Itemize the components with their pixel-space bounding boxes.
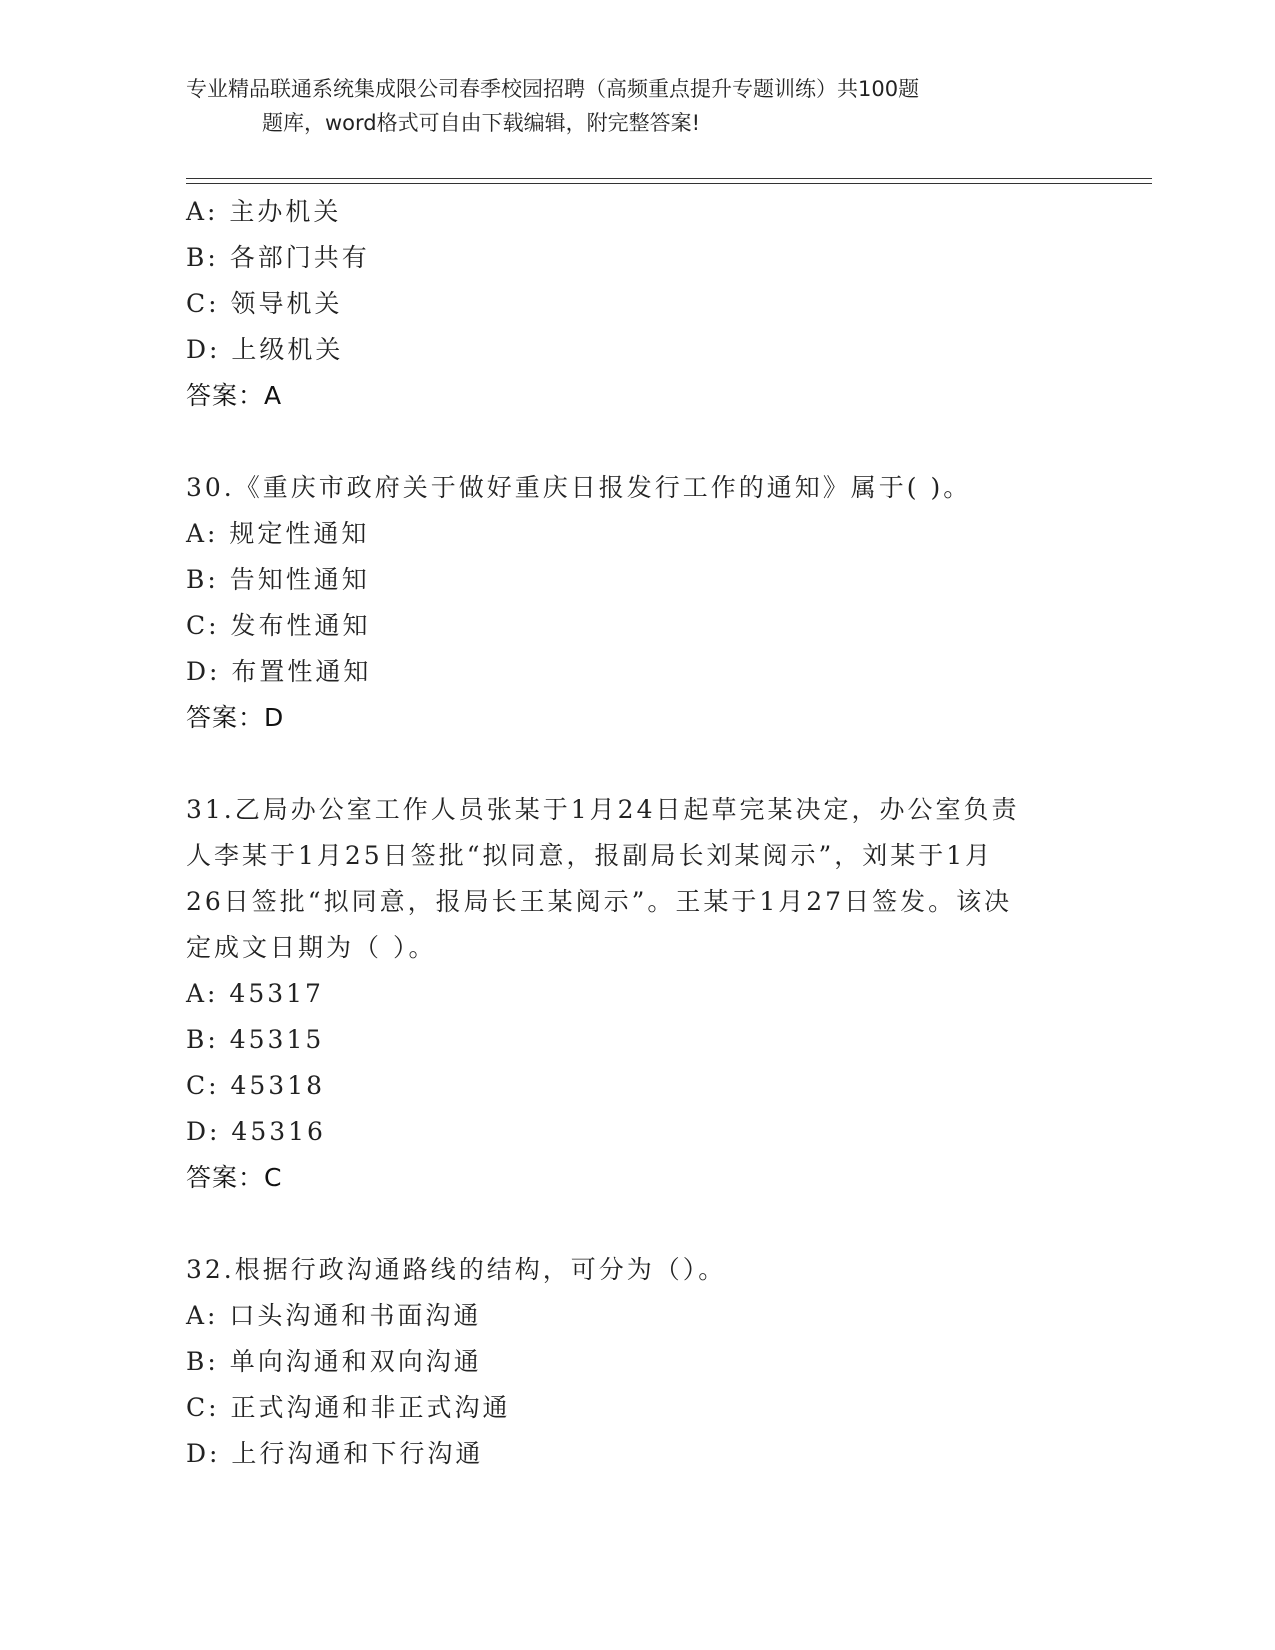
question-stem-line: 人李某于1月25日签批“拟同意，报副局长刘某阅示”，刘某于1月: [186, 841, 994, 870]
option-a: A: 口头沟通和书面沟通: [186, 1301, 482, 1330]
question-stem-line: 定成文日期为（ ）。: [186, 933, 437, 962]
question-stem: 30.《重庆市政府关于做好重庆日报发行工作的通知》属于( )。: [186, 473, 972, 502]
question-stem-line: 26日签批“拟同意，报局长王某阅示”。王某于1月27日签发。该决: [186, 887, 1013, 916]
header-rule-top: [186, 178, 1152, 179]
question-30: [186, 465, 1086, 741]
question-stem-line: 31.乙局办公室工作人员张某于1月24日起草完某决定，办公室负责: [186, 795, 1020, 824]
header-title-line2: 题库，word格式可自由下载编辑，附完整答案!: [262, 111, 701, 135]
option-c: C: 45318: [186, 1071, 326, 1100]
question-32: [186, 1247, 1086, 1477]
option-b: B: 单向沟通和双向沟通: [186, 1347, 482, 1376]
question-list: [186, 189, 1086, 1477]
option-a: A: 45317: [186, 979, 324, 1008]
header-title-line1: 专业精品联通系统集成限公司春季校园招聘（高频重点提升专题训练）共100题: [186, 77, 920, 101]
answer-line: 答案：D: [186, 703, 285, 732]
option-a: A: 主办机关: [186, 197, 342, 226]
question-stem: 32.根据行政沟通路线的结构，可分为（）。: [186, 1255, 727, 1284]
question-29-partial: [186, 189, 1086, 419]
option-b: B: 告知性通知: [186, 565, 370, 594]
option-a: A: 规定性通知: [186, 519, 370, 548]
header-rule-bottom: [186, 183, 1152, 184]
answer-line: 答案：C: [186, 1163, 283, 1192]
option-d: D: 布置性通知: [186, 657, 372, 686]
answer-line: 答案：A: [186, 381, 283, 410]
option-b: B: 45315: [186, 1025, 325, 1054]
question-31: [186, 787, 1086, 1201]
option-c: C: 正式沟通和非正式沟通: [186, 1393, 511, 1422]
option-d: D: 上行沟通和下行沟通: [186, 1439, 484, 1468]
option-d: D: 上级机关: [186, 335, 344, 364]
option-c: C: 发布性通知: [186, 611, 371, 640]
option-d: D: 45316: [186, 1117, 326, 1146]
document-header: [186, 72, 1066, 140]
option-c: C: 领导机关: [186, 289, 343, 318]
option-b: B: 各部门共有: [186, 243, 370, 272]
